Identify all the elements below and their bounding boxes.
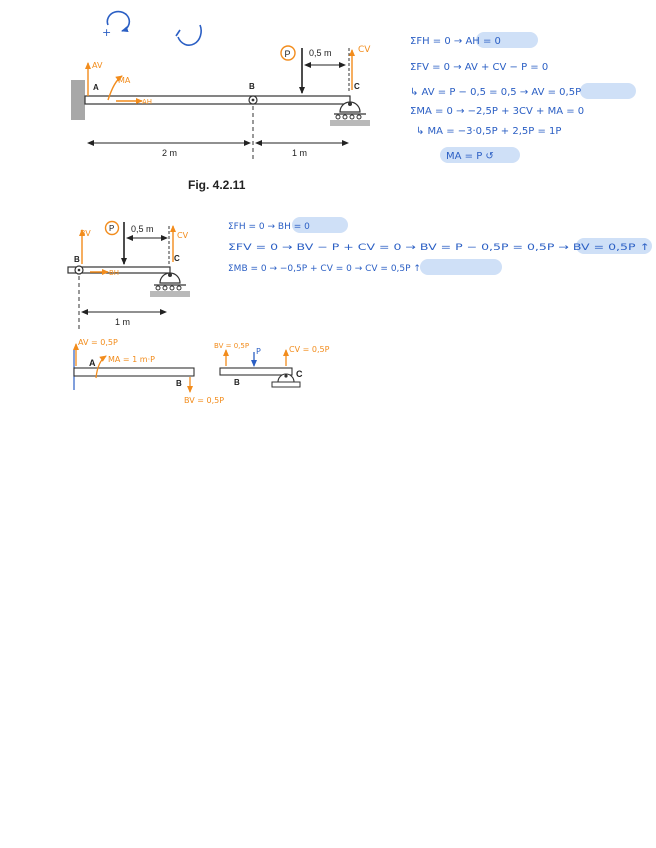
- sub-reaction-cv: CV: [177, 231, 189, 240]
- sub-reaction-bv: BV: [80, 229, 91, 238]
- eq-main-4: ΣMA = 0 → −2,5P + 3CV + MA = 0: [410, 106, 585, 117]
- fbd-right-p: P: [256, 347, 261, 356]
- beam: [85, 96, 350, 104]
- fbd-right-cv: CV = 0,5P: [289, 345, 330, 354]
- equations-sub: [228, 217, 652, 275]
- plus-sign: +: [102, 26, 112, 39]
- fbd-left-b: B: [176, 379, 182, 388]
- sub-dim-one-m: 1 m: [115, 317, 131, 327]
- reaction-ma: MA: [118, 76, 131, 85]
- eq-main-2: ΣFV = 0 → AV + CV − P = 0: [410, 62, 549, 73]
- main-beam-figure: [71, 12, 371, 192]
- sub-reaction-bh: BH: [109, 269, 120, 277]
- sub-dim-half-m: 0,5 m: [131, 224, 154, 234]
- sub-roller-c: [150, 273, 190, 297]
- reaction-av: AV: [92, 61, 103, 70]
- node-b-label: B: [249, 82, 255, 91]
- node-c-label: C: [354, 82, 360, 91]
- sub-node-b: B: [74, 255, 80, 264]
- dim-half-m: 0,5 m: [309, 48, 332, 58]
- fbd-right-b: B: [234, 378, 240, 387]
- eq-main-3: ↳ AV = P − 0,5 = 0,5 → AV = 0,5P: [410, 87, 582, 98]
- fbd-left-bv: BV = 0,5P: [184, 396, 225, 405]
- fbd-left-av: AV = 0,5P: [78, 338, 118, 347]
- load-label: P: [284, 49, 291, 59]
- figure-caption: Fig. 4.2.11: [188, 178, 246, 192]
- sub-beam-figure: [68, 222, 190, 331]
- eq-sub-3: ΣMB = 0 → −0,5P + CV = 0 → CV = 0,5P ↑: [228, 264, 421, 274]
- fbd-left-ma: MA = 1 m·P: [108, 355, 155, 364]
- equations-main: [410, 32, 636, 163]
- dim-two-m: 2 m: [162, 148, 178, 158]
- fbd-right-c: C: [296, 369, 303, 379]
- fixed-wall: [71, 80, 85, 120]
- fbd-left: [74, 338, 224, 405]
- eq-main-6: MA = P ↺: [446, 151, 494, 162]
- eq-sub-2: ΣFV = 0 → BV − P + CV = 0 → BV = P − 0,5P = 0,5P → BV = 0,5P ↑: [228, 243, 629, 253]
- eq-main-1: ΣFH = 0 → AH = 0: [410, 36, 501, 47]
- fbd-right-bv: BV = 0,5P: [214, 342, 250, 350]
- sub-load-label: P: [109, 224, 115, 233]
- sub-node-c: C: [174, 254, 180, 263]
- fbd-left-a: A: [89, 358, 96, 368]
- fbd-right: [214, 342, 330, 387]
- reaction-ah: AH: [142, 98, 153, 106]
- dim-one-m: 1 m: [292, 148, 308, 158]
- reaction-cv: CV: [358, 45, 371, 55]
- roller-support-c: [330, 102, 370, 126]
- node-a-label: A: [93, 83, 99, 92]
- eq-sub-1: ΣFH = 0 → BH = 0: [228, 222, 310, 232]
- eq-main-5: ↳ MA = −3·0,5P + 2,5P = 1P: [416, 126, 562, 137]
- sign-convention: [102, 12, 201, 46]
